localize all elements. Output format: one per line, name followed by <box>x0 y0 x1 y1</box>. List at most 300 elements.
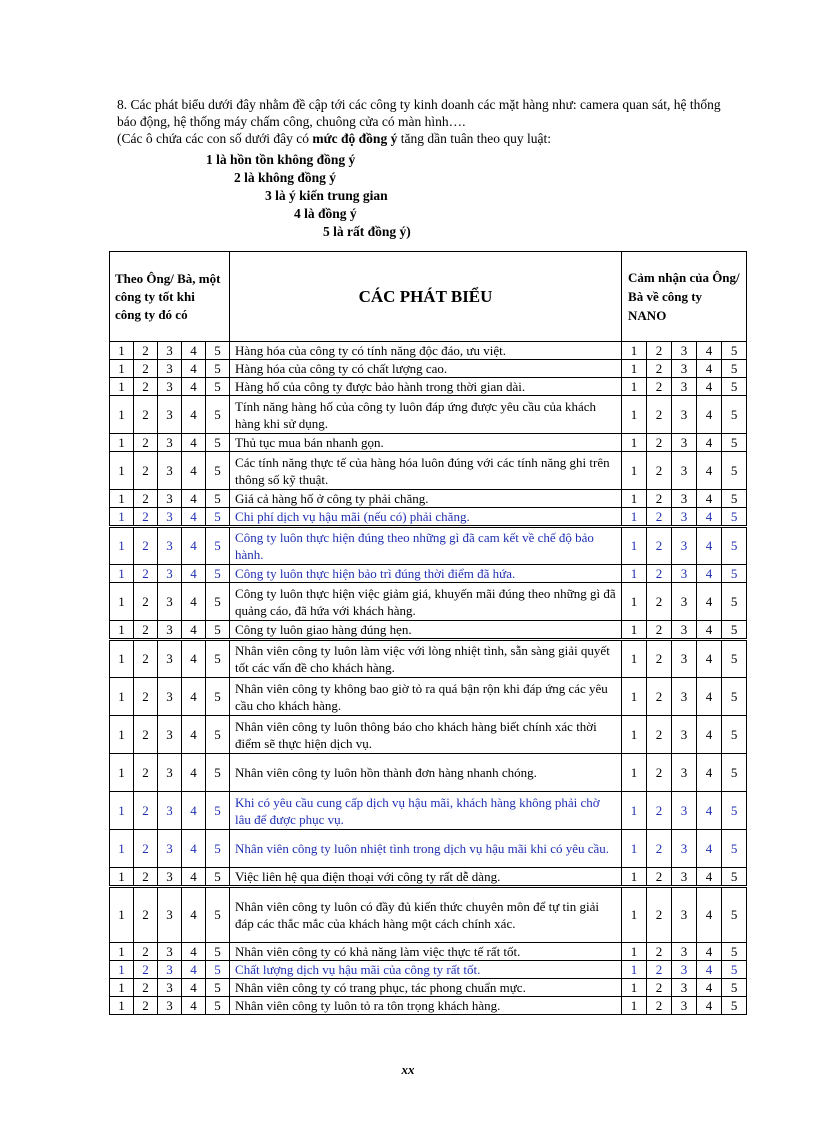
ideal-score-5[interactable]: 5 <box>206 754 230 792</box>
statement-text: Nhân viên công ty luôn tỏ ra tôn trọng khách hàng. <box>230 997 622 1015</box>
ideal-score-3[interactable]: 3 <box>158 830 182 868</box>
table-row <box>110 378 747 396</box>
nano-score-4[interactable]: 4 <box>697 754 722 792</box>
table-row <box>110 396 747 434</box>
nano-score-2[interactable]: 2 <box>647 792 672 830</box>
nano-score-1[interactable]: 1 <box>622 490 647 508</box>
ideal-score-4[interactable]: 4 <box>182 830 206 868</box>
ideal-score-2[interactable]: 2 <box>134 979 158 997</box>
table-row <box>110 792 747 830</box>
ideal-score-3[interactable]: 3 <box>158 716 182 754</box>
nano-score-4[interactable]: 4 <box>697 943 722 961</box>
nano-score-1[interactable]: 1 <box>622 360 647 378</box>
ideal-score-5[interactable]: 5 <box>206 716 230 754</box>
nano-score-2[interactable]: 2 <box>647 621 672 640</box>
ideal-score-2[interactable]: 2 <box>134 997 158 1015</box>
nano-score-1[interactable]: 1 <box>622 961 647 979</box>
ideal-score-2[interactable]: 2 <box>134 868 158 887</box>
ideal-score-5[interactable]: 5 <box>206 997 230 1015</box>
ideal-score-4[interactable]: 4 <box>182 640 206 678</box>
nano-score-5[interactable]: 5 <box>722 997 747 1015</box>
nano-score-4[interactable]: 4 <box>697 360 722 378</box>
nano-score-3[interactable]: 3 <box>672 640 697 678</box>
table-row <box>110 961 747 979</box>
ideal-score-2[interactable]: 2 <box>134 792 158 830</box>
ideal-score-3[interactable]: 3 <box>158 527 182 565</box>
ideal-score-5[interactable]: 5 <box>206 868 230 887</box>
ideal-score-2[interactable]: 2 <box>134 490 158 508</box>
nano-score-2[interactable]: 2 <box>647 943 672 961</box>
ideal-score-4[interactable]: 4 <box>182 527 206 565</box>
nano-score-4[interactable]: 4 <box>697 887 722 943</box>
ideal-score-4[interactable]: 4 <box>182 452 206 490</box>
header-statements: CÁC PHÁT BIỂU <box>230 252 622 342</box>
nano-score-4[interactable]: 4 <box>697 342 722 360</box>
nano-score-1[interactable]: 1 <box>622 434 647 452</box>
nano-score-2[interactable]: 2 <box>647 490 672 508</box>
nano-score-2[interactable]: 2 <box>647 997 672 1015</box>
nano-score-3[interactable]: 3 <box>672 961 697 979</box>
ideal-score-5[interactable]: 5 <box>206 434 230 452</box>
statement-text: Tính năng hàng hố của công ty luôn đáp ứng được yêu cầu của khách hàng khi sử dụng. <box>230 396 622 434</box>
nano-score-1[interactable]: 1 <box>622 452 647 490</box>
nano-score-4[interactable]: 4 <box>697 979 722 997</box>
scale-item-1: 1 là hồn tồn không đồng ý <box>206 152 356 167</box>
nano-score-2[interactable]: 2 <box>647 378 672 396</box>
statement-text: Nhân viên công ty có trang phục, tác phong chuẩn mực. <box>230 979 622 997</box>
nano-score-1[interactable]: 1 <box>622 508 647 527</box>
page-number: xx <box>401 1062 415 1077</box>
nano-score-3[interactable]: 3 <box>672 754 697 792</box>
nano-score-2[interactable]: 2 <box>647 452 672 490</box>
nano-score-3[interactable]: 3 <box>672 508 697 527</box>
ideal-score-5[interactable]: 5 <box>206 396 230 434</box>
ideal-score-3[interactable]: 3 <box>158 887 182 943</box>
nano-score-5[interactable]: 5 <box>722 868 747 887</box>
ideal-score-2[interactable]: 2 <box>134 378 158 396</box>
ideal-score-1[interactable]: 1 <box>110 678 134 716</box>
ideal-score-1[interactable]: 1 <box>110 868 134 887</box>
nano-score-3[interactable]: 3 <box>672 378 697 396</box>
ideal-score-2[interactable]: 2 <box>134 452 158 490</box>
table-row <box>110 678 747 716</box>
nano-score-3[interactable]: 3 <box>672 342 697 360</box>
statement-text: Nhân viên công ty luôn nhiệt tình trong dịch vụ hậu mãi khi có yêu cầu. <box>230 830 622 868</box>
nano-score-4[interactable]: 4 <box>697 868 722 887</box>
ideal-score-1[interactable]: 1 <box>110 621 134 640</box>
ideal-score-3[interactable]: 3 <box>158 792 182 830</box>
nano-score-4[interactable]: 4 <box>697 490 722 508</box>
ideal-score-3[interactable]: 3 <box>158 754 182 792</box>
nano-score-1[interactable]: 1 <box>622 565 647 583</box>
ideal-score-4[interactable]: 4 <box>182 621 206 640</box>
nano-score-5[interactable]: 5 <box>722 508 747 527</box>
nano-score-5[interactable]: 5 <box>722 678 747 716</box>
table-row <box>110 868 747 887</box>
table-row <box>110 716 747 754</box>
nano-score-1[interactable]: 1 <box>622 396 647 434</box>
nano-score-3[interactable]: 3 <box>672 565 697 583</box>
table-row <box>110 342 747 360</box>
ideal-score-5[interactable]: 5 <box>206 378 230 396</box>
nano-score-1[interactable]: 1 <box>622 716 647 754</box>
ideal-score-4[interactable]: 4 <box>182 979 206 997</box>
ideal-score-5[interactable]: 5 <box>206 565 230 583</box>
ideal-score-5[interactable]: 5 <box>206 360 230 378</box>
ideal-score-2[interactable]: 2 <box>134 678 158 716</box>
nano-score-5[interactable]: 5 <box>722 621 747 640</box>
ideal-score-1[interactable]: 1 <box>110 640 134 678</box>
ideal-score-5[interactable]: 5 <box>206 887 230 943</box>
nano-score-2[interactable]: 2 <box>647 887 672 943</box>
ideal-score-3[interactable]: 3 <box>158 565 182 583</box>
nano-score-5[interactable]: 5 <box>722 527 747 565</box>
ideal-score-2[interactable]: 2 <box>134 527 158 565</box>
nano-score-3[interactable]: 3 <box>672 621 697 640</box>
ideal-score-3[interactable]: 3 <box>158 640 182 678</box>
ideal-score-5[interactable]: 5 <box>206 508 230 527</box>
nano-score-3[interactable]: 3 <box>672 490 697 508</box>
table-row <box>110 943 747 961</box>
ideal-score-4[interactable]: 4 <box>182 378 206 396</box>
statement-text: Nhân viên công ty luôn làm việc với lòng nhiệt tình, sẵn sàng giải quyết tốt các vấn đề cho khách hàng. <box>230 640 622 678</box>
table-row <box>110 640 747 678</box>
statement-text: Chất lượng dịch vụ hậu mãi của công ty rất tốt. <box>230 961 622 979</box>
table-row <box>110 979 747 997</box>
ideal-score-4[interactable]: 4 <box>182 716 206 754</box>
scale-item-4: 4 là đồng ý <box>294 206 357 221</box>
table-row <box>110 583 747 621</box>
ideal-score-5[interactable]: 5 <box>206 979 230 997</box>
nano-score-1[interactable]: 1 <box>622 342 647 360</box>
nano-score-2[interactable]: 2 <box>647 396 672 434</box>
nano-score-1[interactable]: 1 <box>622 830 647 868</box>
ideal-score-5[interactable]: 5 <box>206 452 230 490</box>
ideal-score-4[interactable]: 4 <box>182 508 206 527</box>
nano-score-1[interactable]: 1 <box>622 997 647 1015</box>
ideal-score-4[interactable]: 4 <box>182 396 206 434</box>
nano-score-3[interactable]: 3 <box>672 396 697 434</box>
statement-text: Công ty luôn thực hiện đúng theo những gì đã cam kết về chế độ bảo hành. <box>230 527 622 565</box>
ideal-score-2[interactable]: 2 <box>134 716 158 754</box>
ideal-score-1[interactable]: 1 <box>110 360 134 378</box>
nano-score-5[interactable]: 5 <box>722 754 747 792</box>
nano-score-5[interactable]: 5 <box>722 360 747 378</box>
table-row <box>110 360 747 378</box>
statement-text: Khi có yêu cầu cung cấp dịch vụ hậu mãi, khách hàng không phải chờ lâu để được phục vụ. <box>230 792 622 830</box>
nano-score-2[interactable]: 2 <box>647 830 672 868</box>
ideal-score-1[interactable]: 1 <box>110 342 134 360</box>
ideal-score-2[interactable]: 2 <box>134 434 158 452</box>
ideal-score-1[interactable]: 1 <box>110 565 134 583</box>
nano-score-2[interactable]: 2 <box>647 508 672 527</box>
ideal-score-1[interactable]: 1 <box>110 490 134 508</box>
ideal-score-4[interactable]: 4 <box>182 565 206 583</box>
nano-score-2[interactable]: 2 <box>647 716 672 754</box>
statement-text: Các tính năng thực tế của hàng hóa luôn đúng với các tính năng ghi trên thông số kỹ thuật. <box>230 452 622 490</box>
nano-score-3[interactable]: 3 <box>672 830 697 868</box>
nano-score-3[interactable]: 3 <box>672 527 697 565</box>
nano-score-3[interactable]: 3 <box>672 452 697 490</box>
nano-score-2[interactable]: 2 <box>647 961 672 979</box>
statement-text: Công ty luôn thực hiện bảo trì đúng thời điểm đã hứa. <box>230 565 622 583</box>
nano-score-5[interactable]: 5 <box>722 565 747 583</box>
nano-score-4[interactable]: 4 <box>697 792 722 830</box>
ideal-score-4[interactable]: 4 <box>182 997 206 1015</box>
ideal-score-3[interactable]: 3 <box>158 979 182 997</box>
statement-text: Giá cả hàng hố ở công ty phải chăng. <box>230 490 622 508</box>
ideal-score-1[interactable]: 1 <box>110 830 134 868</box>
nano-score-5[interactable]: 5 <box>722 943 747 961</box>
nano-score-3[interactable]: 3 <box>672 887 697 943</box>
nano-score-5[interactable]: 5 <box>722 378 747 396</box>
nano-score-1[interactable]: 1 <box>622 887 647 943</box>
nano-score-4[interactable]: 4 <box>697 640 722 678</box>
nano-score-1[interactable]: 1 <box>622 754 647 792</box>
ideal-score-3[interactable]: 3 <box>158 378 182 396</box>
scale-item-5: 5 là rất đồng ý) <box>323 224 411 239</box>
statement-text: Việc liên hệ qua điện thoại với công ty rất dễ dàng. <box>230 868 622 887</box>
ideal-score-5[interactable]: 5 <box>206 640 230 678</box>
nano-score-4[interactable]: 4 <box>697 583 722 621</box>
table-header <box>110 252 747 342</box>
ideal-score-1[interactable]: 1 <box>110 378 134 396</box>
ideal-score-3[interactable]: 3 <box>158 396 182 434</box>
nano-score-1[interactable]: 1 <box>622 943 647 961</box>
instruction-text: (Các ô chứa các con số dưới đây có mức độ đồng ý tăng dần tuân theo quy luật: <box>117 131 552 146</box>
nano-score-5[interactable]: 5 <box>722 452 747 490</box>
nano-score-1[interactable]: 1 <box>622 678 647 716</box>
statement-text: Nhân viên công ty luôn hồn thành đơn hàng nhanh chóng. <box>230 754 622 792</box>
nano-score-1[interactable]: 1 <box>622 979 647 997</box>
nano-score-1[interactable]: 1 <box>622 621 647 640</box>
nano-score-2[interactable]: 2 <box>647 754 672 792</box>
question-text: 8. Các phát biểu dưới đây nhằm đề cập tới các công ty kinh doanh các mặt hàng như: camera quan sát, hệ thống báo động, hệ thống máy chấm công, chuông cửa có màn hình…. <box>117 97 721 129</box>
nano-score-5[interactable]: 5 <box>722 396 747 434</box>
ideal-score-3[interactable]: 3 <box>158 943 182 961</box>
nano-score-5[interactable]: 5 <box>722 640 747 678</box>
ideal-score-1[interactable]: 1 <box>110 997 134 1015</box>
table-row <box>110 508 747 527</box>
nano-score-4[interactable]: 4 <box>697 508 722 527</box>
table-row <box>110 434 747 452</box>
nano-score-5[interactable]: 5 <box>722 716 747 754</box>
statement-text: Thủ tục mua bán nhanh gọn. <box>230 434 622 452</box>
nano-score-3[interactable]: 3 <box>672 716 697 754</box>
nano-score-1[interactable]: 1 <box>622 640 647 678</box>
nano-score-3[interactable]: 3 <box>672 583 697 621</box>
ideal-score-1[interactable]: 1 <box>110 527 134 565</box>
ideal-score-1[interactable]: 1 <box>110 792 134 830</box>
nano-score-1[interactable]: 1 <box>622 868 647 887</box>
nano-score-3[interactable]: 3 <box>672 792 697 830</box>
statement-text: Công ty luôn thực hiện việc giảm giá, khuyến mãi đúng theo những gì đã quảng cáo, đã hứa với khách hàng. <box>230 583 622 621</box>
ideal-score-4[interactable]: 4 <box>182 754 206 792</box>
scale-item-2: 2 là không đồng ý <box>234 170 337 185</box>
nano-score-4[interactable]: 4 <box>697 434 722 452</box>
nano-score-1[interactable]: 1 <box>622 527 647 565</box>
nano-score-2[interactable]: 2 <box>647 678 672 716</box>
nano-score-5[interactable]: 5 <box>722 342 747 360</box>
table-row <box>110 621 747 640</box>
ideal-score-2[interactable]: 2 <box>134 360 158 378</box>
ideal-score-2[interactable]: 2 <box>134 754 158 792</box>
statement-text: Nhân viên công ty luôn có đầy đủ kiến thức chuyên môn để tự tin giải đáp các thắc mắc của khách hàng một cách chính xác. <box>230 887 622 943</box>
table-row <box>110 887 747 943</box>
nano-score-4[interactable]: 4 <box>697 997 722 1015</box>
ideal-score-5[interactable]: 5 <box>206 490 230 508</box>
statement-text: Hàng hố của công ty được bảo hành trong thời gian dài. <box>230 378 622 396</box>
ideal-score-3[interactable]: 3 <box>158 997 182 1015</box>
ideal-score-5[interactable]: 5 <box>206 621 230 640</box>
nano-score-4[interactable]: 4 <box>697 621 722 640</box>
ideal-score-1[interactable]: 1 <box>110 452 134 490</box>
ideal-score-3[interactable]: 3 <box>158 621 182 640</box>
nano-score-4[interactable]: 4 <box>697 527 722 565</box>
ideal-score-1[interactable]: 1 <box>110 979 134 997</box>
nano-score-1[interactable]: 1 <box>622 583 647 621</box>
ideal-score-3[interactable]: 3 <box>158 868 182 887</box>
table-row <box>110 490 747 508</box>
ideal-score-4[interactable]: 4 <box>182 678 206 716</box>
ideal-score-5[interactable]: 5 <box>206 342 230 360</box>
ideal-score-2[interactable]: 2 <box>134 565 158 583</box>
ideal-score-4[interactable]: 4 <box>182 961 206 979</box>
ideal-score-1[interactable]: 1 <box>110 583 134 621</box>
ideal-score-2[interactable]: 2 <box>134 830 158 868</box>
ideal-score-3[interactable]: 3 <box>158 434 182 452</box>
ideal-score-4[interactable]: 4 <box>182 943 206 961</box>
nano-score-3[interactable]: 3 <box>672 360 697 378</box>
ideal-score-5[interactable]: 5 <box>206 961 230 979</box>
ideal-score-3[interactable]: 3 <box>158 583 182 621</box>
nano-score-2[interactable]: 2 <box>647 434 672 452</box>
ideal-score-2[interactable]: 2 <box>134 943 158 961</box>
statement-text: Nhân viên công ty có khả năng làm việc thực tế rất tốt. <box>230 943 622 961</box>
nano-score-2[interactable]: 2 <box>647 527 672 565</box>
header-nano-perception: Cảm nhận của Ông/ Bà về công ty NANO <box>622 252 747 342</box>
nano-score-3[interactable]: 3 <box>672 434 697 452</box>
nano-score-1[interactable]: 1 <box>622 792 647 830</box>
nano-score-3[interactable]: 3 <box>672 943 697 961</box>
ideal-score-5[interactable]: 5 <box>206 583 230 621</box>
ideal-score-4[interactable]: 4 <box>182 583 206 621</box>
ideal-score-2[interactable]: 2 <box>134 621 158 640</box>
ideal-score-4[interactable]: 4 <box>182 887 206 943</box>
ideal-score-1[interactable]: 1 <box>110 887 134 943</box>
ideal-score-1[interactable]: 1 <box>110 961 134 979</box>
table-row <box>110 997 747 1015</box>
ideal-score-2[interactable]: 2 <box>134 640 158 678</box>
nano-score-3[interactable]: 3 <box>672 678 697 716</box>
ideal-score-3[interactable]: 3 <box>158 678 182 716</box>
statement-text: Công ty luôn giao hàng đúng hẹn. <box>230 621 622 640</box>
table-row <box>110 830 747 868</box>
ideal-score-2[interactable]: 2 <box>134 396 158 434</box>
nano-score-3[interactable]: 3 <box>672 979 697 997</box>
ideal-score-4[interactable]: 4 <box>182 360 206 378</box>
ideal-score-4[interactable]: 4 <box>182 490 206 508</box>
ideal-score-5[interactable]: 5 <box>206 830 230 868</box>
nano-score-2[interactable]: 2 <box>647 979 672 997</box>
nano-score-4[interactable]: 4 <box>697 396 722 434</box>
ideal-score-1[interactable]: 1 <box>110 943 134 961</box>
nano-score-5[interactable]: 5 <box>722 490 747 508</box>
ideal-score-2[interactable]: 2 <box>134 583 158 621</box>
ideal-score-2[interactable]: 2 <box>134 887 158 943</box>
nano-score-4[interactable]: 4 <box>697 678 722 716</box>
ideal-score-5[interactable]: 5 <box>206 678 230 716</box>
ideal-score-3[interactable]: 3 <box>158 342 182 360</box>
nano-score-2[interactable]: 2 <box>647 342 672 360</box>
ideal-score-5[interactable]: 5 <box>206 527 230 565</box>
ideal-score-2[interactable]: 2 <box>134 961 158 979</box>
ideal-score-1[interactable]: 1 <box>110 754 134 792</box>
ideal-score-4[interactable]: 4 <box>182 792 206 830</box>
ideal-score-4[interactable]: 4 <box>182 342 206 360</box>
nano-score-5[interactable]: 5 <box>722 887 747 943</box>
statement-text: Chi phí dịch vụ hậu mãi (nếu có) phải chăng. <box>230 508 622 527</box>
statement-text: Hàng hóa của công ty có tính năng độc đáo, ưu việt. <box>230 342 622 360</box>
nano-score-5[interactable]: 5 <box>722 830 747 868</box>
nano-score-2[interactable]: 2 <box>647 583 672 621</box>
nano-score-5[interactable]: 5 <box>722 792 747 830</box>
intro-text <box>117 96 737 147</box>
nano-score-5[interactable]: 5 <box>722 979 747 997</box>
ideal-score-3[interactable]: 3 <box>158 508 182 527</box>
nano-score-4[interactable]: 4 <box>697 378 722 396</box>
survey-table <box>109 251 747 1015</box>
nano-score-3[interactable]: 3 <box>672 997 697 1015</box>
nano-score-5[interactable]: 5 <box>722 583 747 621</box>
header-ideal-company: Theo Ông/ Bà, một công ty tốt khi công ty đó có <box>110 252 230 342</box>
nano-score-5[interactable]: 5 <box>722 961 747 979</box>
table-row <box>110 452 747 490</box>
ideal-score-3[interactable]: 3 <box>158 490 182 508</box>
table-row <box>110 754 747 792</box>
statement-text: Hàng hóa của công ty có chất lượng cao. <box>230 360 622 378</box>
nano-score-3[interactable]: 3 <box>672 868 697 887</box>
nano-score-4[interactable]: 4 <box>697 565 722 583</box>
ideal-score-3[interactable]: 3 <box>158 452 182 490</box>
ideal-score-5[interactable]: 5 <box>206 792 230 830</box>
nano-score-2[interactable]: 2 <box>647 360 672 378</box>
nano-score-2[interactable]: 2 <box>647 565 672 583</box>
nano-score-4[interactable]: 4 <box>697 452 722 490</box>
nano-score-1[interactable]: 1 <box>622 378 647 396</box>
ideal-score-2[interactable]: 2 <box>134 342 158 360</box>
ideal-score-1[interactable]: 1 <box>110 396 134 434</box>
ideal-score-1[interactable]: 1 <box>110 508 134 527</box>
statement-text: Nhân viên công ty không bao giờ tỏ ra quá bận rộn khi đáp ứng các yêu cầu cho khách hàng. <box>230 678 622 716</box>
ideal-score-3[interactable]: 3 <box>158 961 182 979</box>
ideal-score-1[interactable]: 1 <box>110 716 134 754</box>
ideal-score-4[interactable]: 4 <box>182 434 206 452</box>
ideal-score-2[interactable]: 2 <box>134 508 158 527</box>
nano-score-5[interactable]: 5 <box>722 434 747 452</box>
ideal-score-1[interactable]: 1 <box>110 434 134 452</box>
table-row <box>110 527 747 565</box>
ideal-score-4[interactable]: 4 <box>182 868 206 887</box>
nano-score-4[interactable]: 4 <box>697 830 722 868</box>
nano-score-2[interactable]: 2 <box>647 868 672 887</box>
ideal-score-5[interactable]: 5 <box>206 943 230 961</box>
nano-score-4[interactable]: 4 <box>697 716 722 754</box>
statement-text: Nhân viên công ty luôn thông báo cho khách hàng biết chính xác thời điểm sẽ thực hiện dịch vụ. <box>230 716 622 754</box>
ideal-score-3[interactable]: 3 <box>158 360 182 378</box>
nano-score-2[interactable]: 2 <box>647 640 672 678</box>
nano-score-4[interactable]: 4 <box>697 961 722 979</box>
